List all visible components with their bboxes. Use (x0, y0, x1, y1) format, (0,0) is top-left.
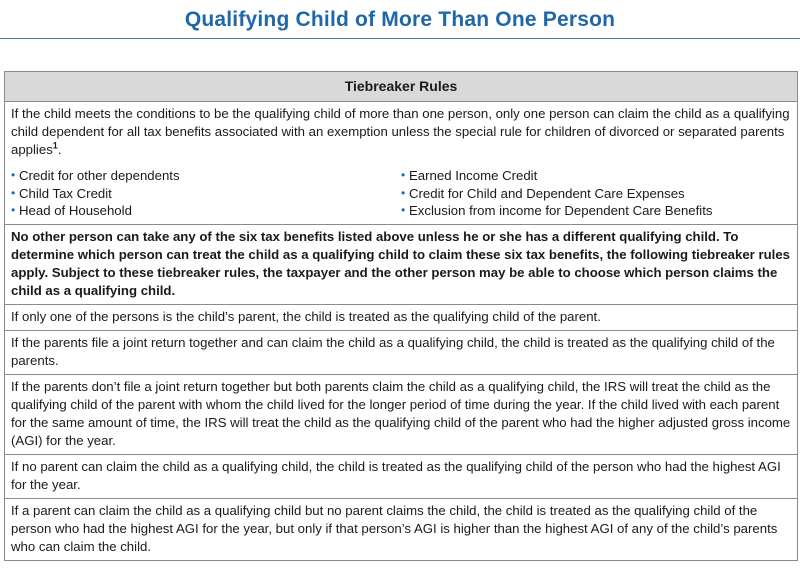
table-header: Tiebreaker Rules (5, 72, 797, 101)
tax-benefits-list (11, 167, 791, 220)
list-item: • Credit for other dependents (11, 167, 401, 185)
intro-end: . (57, 142, 62, 157)
list-item: • Earned Income Credit (401, 167, 791, 185)
rule-row-2: If the parents file a joint return together and can claim the child as a qualifying child, the child is treated as the qualifying child of the parents. (5, 330, 797, 374)
rule-row-5: If a parent can claim the child as a qualifying child but no parent claims the child, the child is treated as the qualifying child of the person who had the highest AGI for the year, but only if that person’s AGI is higher than the highest AGI of any of the child’s parents who can claim the child. (5, 498, 797, 560)
footnote-marker: 1 (52, 140, 58, 151)
benefits-left-column (11, 167, 401, 220)
page-title: Qualifying Child of More Than One Person (184, 8, 616, 31)
list-item: • Child Tax Credit (11, 185, 401, 203)
rule-row-3: If the parents don’t file a joint return together but both parents claim the child as a qualifying child, the IRS will treat the child as the qualifying child of the parent with whom the child lived for the longer period of time during the year. If the child lived with each parent for the same amount of time, the IRS will treat the child as the qualifying child of the parent who had the higher adjusted gross income (AGI) for the year. (5, 374, 797, 454)
rule-row-1: If only one of the persons is the child’s parent, the child is treated as the qualifying child of the parent. (5, 304, 797, 330)
intro-paragraph (11, 105, 791, 159)
title-divider (0, 38, 800, 39)
list-item: • Head of Household (11, 202, 401, 220)
intro-text: If the child meets the conditions to be the qualifying child of more than one person, only one person can claim the child as a qualifying child dependent for all tax benefits associated with an exemption unless the special rule for children of divorced or separated parents applies (11, 106, 790, 157)
rule-row-4: If no parent can claim the child as a qualifying child, the child is treated as the qualifying child of the person who had the highest AGI for the year. (5, 454, 797, 498)
benefits-right-column (401, 167, 791, 220)
list-item: • Credit for Child and Dependent Care Expenses (401, 185, 791, 203)
list-item: • Exclusion from income for Dependent Care Benefits (401, 202, 791, 220)
tiebreaker-rules-table (4, 71, 798, 561)
tiebreaker-intro-row: No other person can take any of the six tax benefits listed above unless he or she has a different qualifying child. To determine which person can treat the child as a qualifying child to claim these six tax benefits, the following tiebreaker rules apply. Subject to these tiebreaker rules, the taxpayer and the other person may be able to choose which person claims the child as a qualifying child. (5, 224, 797, 304)
intro-row (5, 101, 797, 224)
